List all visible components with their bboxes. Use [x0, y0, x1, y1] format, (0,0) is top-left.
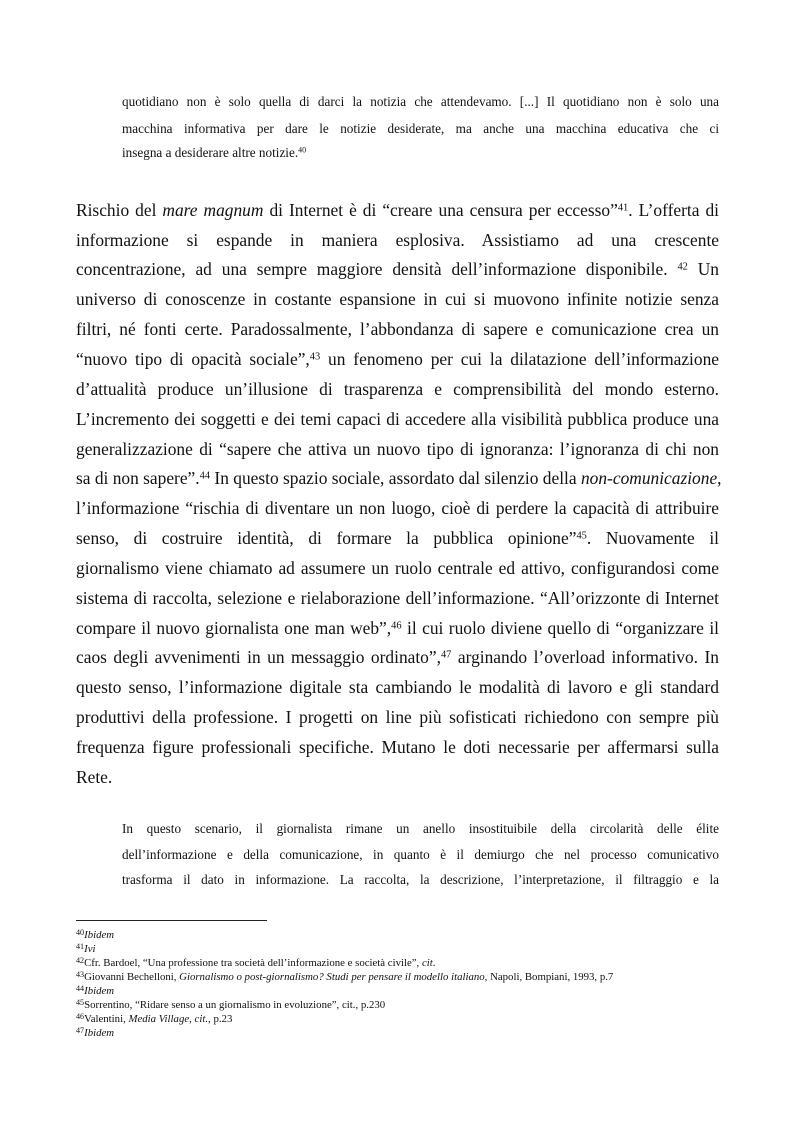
body-line: d’attualità produce un’illusione di trasparenza e comprensibilità del mondo esterno. — [76, 379, 719, 399]
body-line: universo di conoscenze in costante espansione in cui si muovono infinite notizie senza — [76, 289, 719, 309]
footnote-separator — [76, 920, 267, 921]
footnote: $^{42}$Cfr. Bardoel, “Una professione tra società dell’informazione e società civile”, cit. — [76, 956, 436, 969]
quote-line: dell’informazione e della comunicazione, in quanto è il demiurgo che nel processo comunicativo — [122, 847, 719, 862]
body-line: giornalismo viene chiamato ad assumere un ruolo centrale ed attivo, configurandosi come — [76, 558, 719, 578]
footnote: $^{46}$Valentini, Media Village, cit., p.23 — [76, 1012, 233, 1025]
footnote-ref[interactable]: 45 — [576, 530, 587, 542]
footnote: $^{44}$Ibidem — [76, 984, 115, 997]
footnote-ref[interactable]: 47 — [440, 649, 452, 661]
body-line: L’incremento dei soggetti e dei temi capaci di accedere alla visibilità pubblica produce una — [76, 409, 719, 429]
footnote-ref[interactable]: 46 — [391, 620, 402, 632]
quote-line: quotidiano non è solo quella di darci la notizia che attendevamo. [...] Il quotidiano non è solo una — [122, 94, 719, 109]
body-line: caos degli avvenimenti in un messaggio ordinato”,$^{47}$ arginando l’overload informativo. In — [76, 647, 719, 667]
body-line: Rischio del mare magnum di Internet è di “creare una censura per eccesso”$^{41}$. L’offerta di — [76, 200, 719, 220]
footnote-ref[interactable]: 41 — [617, 202, 629, 214]
footnote-ref[interactable]: 40 — [298, 145, 307, 155]
footnote-ref[interactable]: 43 — [309, 351, 321, 363]
quote-line: insegna a desiderare altre notizie.$^{40}$ — [122, 145, 307, 160]
footnote: $^{45}$Sorrentino, “Ridare senso a un giornalismo in evoluzione”, cit., p.230 — [76, 998, 386, 1011]
footnote: $^{43}$Giovanni Bechelloni, Giornalismo o post-giornalismo? Studi per pensare il modello italiano, Napoli, Bompiani, 1993, p.7 — [76, 970, 614, 983]
body-line: filtri, né fonti certe. Paradossalmente, l’abbondanza di sapere e comunicazione crea un — [76, 319, 719, 339]
body-line: frequenza figure professionali specifiche. Mutano le doti necessarie per affermarsi sulla — [76, 737, 719, 757]
quote-line: macchina informativa per dare le notizie desiderate, ma anche una macchina educativa che ci — [122, 121, 719, 136]
footnote: $^{40}$Ibidem — [76, 928, 115, 941]
footnote: $^{41}$Ivi — [76, 942, 96, 955]
body-line: questo senso, l’informazione digitale sta cambiando le modalità di lavoro e gli standard — [76, 677, 719, 697]
footnote-ref[interactable]: 44 — [199, 470, 211, 482]
body-line: generalizzazione di “sapere che attiva un nuovo tipo di ignoranza: l’ignoranza di chi non — [76, 439, 719, 459]
body-line: senso, di costruire identità, di formare la pubblica opinione”$^{45}$. Nuovamente il — [76, 528, 720, 548]
footnote: $^{47}$Ibidem — [76, 1026, 115, 1039]
body-line: concentrazione, ad una sempre maggiore densità dell’informazione disponibile. $^{42}$ Un — [76, 259, 719, 279]
body-line: informazione si espande in maniera esplosiva. Assistiamo ad una crescente — [76, 230, 719, 250]
body-line: “nuovo tipo di opacità sociale”,$^{43}$ un fenomeno per cui la dilatazione dell’informazione — [76, 349, 719, 369]
footnote-ref[interactable]: 42 — [677, 261, 688, 273]
body-line: produttivi della professione. I progetti on line più sofisticati richiedono con sempre più — [76, 707, 719, 727]
quote-line: In questo scenario, il giornalista rimane un anello insostituibile della circolarità delle élite — [122, 821, 719, 836]
body-line: l’informazione “rischia di diventare un non luogo, cioè di perdere la capacità di attribuire — [76, 498, 719, 518]
body-line: compare il nuovo giornalista one man web”,$^{46}$ il cui ruolo diviene quello di “organizzare il — [76, 618, 720, 638]
body-line: sa di non sapere”.$^{44}$ In questo spazio sociale, assordato dal silenzio della non-comunicazione, — [76, 468, 722, 488]
quote-line: trasforma il dato in informazione. La raccolta, la descrizione, l’interpretazione, il filtraggio e la — [122, 872, 719, 887]
body-line: Rete. — [76, 767, 113, 787]
body-line: sistema di raccolta, selezione e rielaborazione dell’informazione. “All’orizzonte di Internet — [76, 588, 719, 608]
